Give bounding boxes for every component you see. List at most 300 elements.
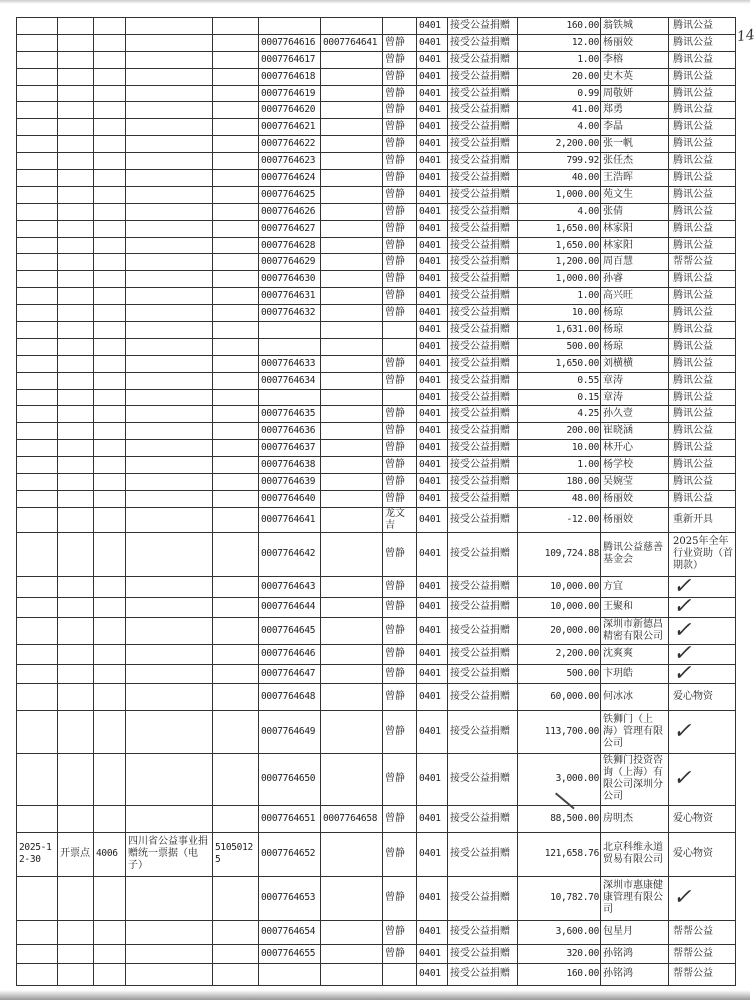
cell-type-code bbox=[94, 389, 126, 406]
cell-note: 腾讯公益 bbox=[669, 136, 736, 153]
cell-issuer: 曾静 bbox=[383, 920, 417, 944]
table-row bbox=[17, 423, 736, 440]
table-row bbox=[17, 457, 736, 474]
cell-donor: 卞玥皓 bbox=[601, 664, 669, 683]
cell-issue-point bbox=[58, 944, 94, 963]
cell-amount: 500.00 bbox=[518, 664, 601, 683]
cell-subject-code: 0401 bbox=[417, 683, 448, 710]
table-row bbox=[17, 597, 736, 617]
cell-donor: 杨琼 bbox=[601, 322, 669, 339]
cell-issue-point bbox=[58, 474, 94, 491]
cell-end-number bbox=[321, 832, 383, 876]
cell-donor: 周百慧 bbox=[601, 254, 669, 271]
cell-date bbox=[17, 51, 58, 68]
cell-item: 接受公益捐赠 bbox=[448, 51, 518, 68]
cell-amount: 109,724.88 bbox=[518, 532, 601, 576]
cell-donor: 杨琼 bbox=[601, 305, 669, 322]
cell-note: 重新开具 bbox=[669, 507, 736, 532]
cell-issuer: 曾静 bbox=[383, 457, 417, 474]
cell-item: 接受公益捐赠 bbox=[448, 406, 518, 423]
cell-type-code bbox=[94, 338, 126, 355]
check-mark-icon: ✓ bbox=[669, 644, 736, 664]
cell-issuer: 曾静 bbox=[383, 136, 417, 153]
table-row bbox=[17, 440, 736, 457]
cell-item: 接受公益捐赠 bbox=[448, 507, 518, 532]
cell-type-code bbox=[94, 186, 126, 203]
cell-subject-code: 0401 bbox=[417, 338, 448, 355]
cell-type-code bbox=[94, 963, 126, 985]
cell-type-code bbox=[94, 119, 126, 136]
cell-item: 接受公益捐赠 bbox=[448, 423, 518, 440]
cell-note: 腾讯公益 bbox=[669, 102, 736, 119]
cell-issue-point bbox=[58, 338, 94, 355]
cell-donor: 腾讯公益慈善基金会 bbox=[601, 532, 669, 576]
cell-subject-code: 0401 bbox=[417, 288, 448, 305]
check-mark-icon: ✓ bbox=[669, 710, 736, 753]
cell-issuer: 曾静 bbox=[383, 372, 417, 389]
cell-donor: 崔晓涵 bbox=[601, 423, 669, 440]
cell-amount: 10.00 bbox=[518, 440, 601, 457]
cell-start-number: 0007764642 bbox=[259, 532, 321, 576]
cell-start-number: 0007764653 bbox=[259, 876, 321, 920]
cell-issuer: 曾静 bbox=[383, 644, 417, 664]
cell-item: 接受公益捐赠 bbox=[448, 832, 518, 876]
cell-start-number: 0007764655 bbox=[259, 944, 321, 963]
cell-end-number bbox=[321, 102, 383, 119]
cell-batch-code bbox=[213, 322, 259, 339]
cell-start-number: 0007764621 bbox=[259, 119, 321, 136]
cell-item: 接受公益捐赠 bbox=[448, 963, 518, 985]
cell-note: 腾讯公益 bbox=[669, 389, 736, 406]
cell-start-number: 0007764618 bbox=[259, 68, 321, 85]
cell-donor: 刘横横 bbox=[601, 355, 669, 372]
cell-donor: 孙睿 bbox=[601, 271, 669, 288]
check-mark-icon: ✓ bbox=[669, 664, 736, 683]
table-row bbox=[17, 683, 736, 710]
cell-type-code bbox=[94, 944, 126, 963]
cell-end-number bbox=[321, 170, 383, 187]
cell-start-number: 0007764625 bbox=[259, 186, 321, 203]
cell-subject-code: 0401 bbox=[417, 237, 448, 254]
cell-type-code bbox=[94, 805, 126, 832]
cell-amount: 10,000.00 bbox=[518, 576, 601, 597]
cell-batch-code bbox=[213, 597, 259, 617]
cell-date bbox=[17, 644, 58, 664]
cell-end-number: 0007764641 bbox=[321, 34, 383, 51]
cell-note: 腾讯公益 bbox=[669, 85, 736, 102]
cell-date bbox=[17, 423, 58, 440]
cell-amount: 12.00 bbox=[518, 34, 601, 51]
cell-item: 接受公益捐赠 bbox=[448, 457, 518, 474]
cell-note: 帮帮公益 bbox=[669, 963, 736, 985]
cell-note: 腾讯公益 bbox=[669, 305, 736, 322]
cell-start-number bbox=[259, 338, 321, 355]
cell-end-number bbox=[321, 355, 383, 372]
cell-issuer: 曾静 bbox=[383, 805, 417, 832]
table-row bbox=[17, 203, 736, 220]
cell-batch-code bbox=[213, 237, 259, 254]
cell-date bbox=[17, 102, 58, 119]
cell-subject-code: 0401 bbox=[417, 136, 448, 153]
cell-type-code: 4006 bbox=[94, 832, 126, 876]
cell-bill-name bbox=[126, 119, 213, 136]
cell-issue-point bbox=[58, 507, 94, 532]
cell-batch-code bbox=[213, 288, 259, 305]
cell-type-code bbox=[94, 288, 126, 305]
cell-end-number bbox=[321, 220, 383, 237]
cell-item: 接受公益捐赠 bbox=[448, 34, 518, 51]
cell-subject-code: 0401 bbox=[417, 710, 448, 753]
cell-date bbox=[17, 963, 58, 985]
cell-item: 接受公益捐赠 bbox=[448, 288, 518, 305]
cell-issuer: 曾静 bbox=[383, 237, 417, 254]
cell-start-number: 0007764636 bbox=[259, 423, 321, 440]
cell-amount: 799.92 bbox=[518, 153, 601, 170]
cell-item: 接受公益捐赠 bbox=[448, 186, 518, 203]
cell-date bbox=[17, 876, 58, 920]
cell-start-number bbox=[259, 963, 321, 985]
cell-issue-point bbox=[58, 664, 94, 683]
cell-note: 腾讯公益 bbox=[669, 322, 736, 339]
cell-issuer: 曾静 bbox=[383, 664, 417, 683]
cell-item: 接受公益捐赠 bbox=[448, 920, 518, 944]
cell-item: 接受公益捐赠 bbox=[448, 805, 518, 832]
cell-type-code bbox=[94, 617, 126, 644]
cell-start-number: 0007764635 bbox=[259, 406, 321, 423]
cell-item: 接受公益捐赠 bbox=[448, 372, 518, 389]
cell-issuer bbox=[383, 963, 417, 985]
cell-note: 帮帮公益 bbox=[669, 920, 736, 944]
cell-bill-name bbox=[126, 617, 213, 644]
cell-type-code bbox=[94, 597, 126, 617]
cell-type-code bbox=[94, 710, 126, 753]
cell-issue-point bbox=[58, 389, 94, 406]
cell-type-code bbox=[94, 490, 126, 507]
cell-amount: 40.00 bbox=[518, 170, 601, 187]
cell-amount: 48.00 bbox=[518, 490, 601, 507]
cell-batch-code bbox=[213, 34, 259, 51]
cell-subject-code: 0401 bbox=[417, 153, 448, 170]
cell-donor: 王浩晖 bbox=[601, 170, 669, 187]
cell-start-number bbox=[259, 18, 321, 35]
cell-bill-name bbox=[126, 203, 213, 220]
cell-batch-code: 51050125 bbox=[213, 832, 259, 876]
cell-start-number: 0007764648 bbox=[259, 683, 321, 710]
cell-type-code bbox=[94, 457, 126, 474]
cell-type-code bbox=[94, 406, 126, 423]
cell-donor: 林开心 bbox=[601, 440, 669, 457]
cell-batch-code bbox=[213, 963, 259, 985]
table-row bbox=[17, 119, 736, 136]
cell-type-code bbox=[94, 220, 126, 237]
cell-start-number: 0007764623 bbox=[259, 153, 321, 170]
cell-note: 腾讯公益 bbox=[669, 490, 736, 507]
cell-donor: 北京科维永道贸易有限公司 bbox=[601, 832, 669, 876]
cell-batch-code bbox=[213, 457, 259, 474]
cell-item: 接受公益捐赠 bbox=[448, 440, 518, 457]
cell-issue-point bbox=[58, 186, 94, 203]
cell-start-number: 0007764628 bbox=[259, 237, 321, 254]
cell-end-number bbox=[321, 338, 383, 355]
table-row bbox=[17, 805, 736, 832]
cell-batch-code bbox=[213, 617, 259, 644]
table-row bbox=[17, 237, 736, 254]
cell-donor: 深圳市新德昌精密有限公司 bbox=[601, 617, 669, 644]
cell-issue-point bbox=[58, 920, 94, 944]
cell-start-number: 0007764645 bbox=[259, 617, 321, 644]
cell-donor: 何冰冰 bbox=[601, 683, 669, 710]
cell-issuer: 曾静 bbox=[383, 271, 417, 288]
cell-end-number bbox=[321, 305, 383, 322]
cell-subject-code: 0401 bbox=[417, 355, 448, 372]
cell-type-code bbox=[94, 85, 126, 102]
table-row bbox=[17, 322, 736, 339]
cell-subject-code: 0401 bbox=[417, 474, 448, 491]
cell-batch-code bbox=[213, 805, 259, 832]
cell-item: 接受公益捐赠 bbox=[448, 254, 518, 271]
cell-start-number bbox=[259, 322, 321, 339]
cell-amount: 160.00 bbox=[518, 963, 601, 985]
cell-issue-point bbox=[58, 710, 94, 753]
cell-type-code bbox=[94, 18, 126, 35]
cell-issuer: 曾静 bbox=[383, 186, 417, 203]
cell-start-number: 0007764654 bbox=[259, 920, 321, 944]
cell-batch-code bbox=[213, 532, 259, 576]
cell-item: 接受公益捐赠 bbox=[448, 237, 518, 254]
cell-donor: 张倩 bbox=[601, 203, 669, 220]
cell-bill-name bbox=[126, 805, 213, 832]
cell-date bbox=[17, 372, 58, 389]
cell-subject-code: 0401 bbox=[417, 389, 448, 406]
cell-amount: 0.15 bbox=[518, 389, 601, 406]
cell-item: 接受公益捐赠 bbox=[448, 203, 518, 220]
cell-bill-name bbox=[126, 186, 213, 203]
cell-bill-name bbox=[126, 372, 213, 389]
cell-end-number bbox=[321, 474, 383, 491]
table-row bbox=[17, 389, 736, 406]
cell-end-number bbox=[321, 288, 383, 305]
cell-type-code bbox=[94, 203, 126, 220]
cell-issuer bbox=[383, 322, 417, 339]
cell-subject-code: 0401 bbox=[417, 576, 448, 597]
cell-end-number bbox=[321, 753, 383, 805]
cell-subject-code: 0401 bbox=[417, 271, 448, 288]
cell-batch-code bbox=[213, 355, 259, 372]
cell-date bbox=[17, 617, 58, 644]
cell-batch-code bbox=[213, 920, 259, 944]
cell-amount: 500.00 bbox=[518, 338, 601, 355]
cell-type-code bbox=[94, 876, 126, 920]
cell-issuer: 曾静 bbox=[383, 490, 417, 507]
cell-note: 腾讯公益 bbox=[669, 423, 736, 440]
cell-amount: -12.00 bbox=[518, 507, 601, 532]
cell-batch-code bbox=[213, 102, 259, 119]
cell-subject-code: 0401 bbox=[417, 186, 448, 203]
cell-bill-name bbox=[126, 644, 213, 664]
cell-item: 接受公益捐赠 bbox=[448, 944, 518, 963]
cell-bill-name bbox=[126, 389, 213, 406]
cell-subject-code: 0401 bbox=[417, 254, 448, 271]
cell-bill-name bbox=[126, 254, 213, 271]
cell-batch-code bbox=[213, 372, 259, 389]
cell-bill-name bbox=[126, 322, 213, 339]
cell-type-code bbox=[94, 507, 126, 532]
cell-note: 爱心物资 bbox=[669, 832, 736, 876]
cell-donor: 孙铭鸿 bbox=[601, 963, 669, 985]
cell-amount: 1,650.00 bbox=[518, 220, 601, 237]
cell-issuer: 曾静 bbox=[383, 102, 417, 119]
cell-issue-point bbox=[58, 220, 94, 237]
cell-item: 接受公益捐赠 bbox=[448, 102, 518, 119]
cell-issue-point bbox=[58, 288, 94, 305]
scan-top-edge bbox=[0, 0, 750, 4]
cell-subject-code: 0401 bbox=[417, 753, 448, 805]
cell-note: 2025年全年行业资助（首期款） bbox=[669, 532, 736, 576]
cell-start-number: 0007764643 bbox=[259, 576, 321, 597]
cell-item: 接受公益捐赠 bbox=[448, 305, 518, 322]
cell-date bbox=[17, 753, 58, 805]
check-mark-icon: ✓ bbox=[669, 576, 736, 597]
cell-item: 接受公益捐赠 bbox=[448, 136, 518, 153]
cell-end-number bbox=[321, 136, 383, 153]
cell-item: 接受公益捐赠 bbox=[448, 576, 518, 597]
handwritten-page-number: 14 bbox=[735, 26, 756, 46]
cell-batch-code bbox=[213, 119, 259, 136]
cell-donor: 苑文生 bbox=[601, 186, 669, 203]
cell-date bbox=[17, 322, 58, 339]
cell-issue-point bbox=[58, 170, 94, 187]
cell-subject-code: 0401 bbox=[417, 664, 448, 683]
cell-end-number bbox=[321, 119, 383, 136]
cell-issuer: 曾静 bbox=[383, 220, 417, 237]
cell-start-number: 0007764652 bbox=[259, 832, 321, 876]
cell-date bbox=[17, 490, 58, 507]
cell-end-number bbox=[321, 664, 383, 683]
cell-end-number bbox=[321, 440, 383, 457]
cell-bill-name bbox=[126, 576, 213, 597]
cell-issuer: 曾静 bbox=[383, 944, 417, 963]
cell-bill-name bbox=[126, 271, 213, 288]
cell-issuer: 曾静 bbox=[383, 440, 417, 457]
cell-start-number: 0007764649 bbox=[259, 710, 321, 753]
cell-start-number: 0007764647 bbox=[259, 664, 321, 683]
cell-donor: 深圳市惠康健康管理有限公司 bbox=[601, 876, 669, 920]
cell-amount: 1.00 bbox=[518, 288, 601, 305]
cell-bill-name bbox=[126, 597, 213, 617]
cell-start-number: 0007764622 bbox=[259, 136, 321, 153]
cell-type-code bbox=[94, 644, 126, 664]
cell-subject-code: 0401 bbox=[417, 963, 448, 985]
cell-note: 帮帮公益 bbox=[669, 254, 736, 271]
cell-note: 腾讯公益 bbox=[669, 220, 736, 237]
cell-amount: 2,200.00 bbox=[518, 136, 601, 153]
cell-amount: 10,000.00 bbox=[518, 597, 601, 617]
cell-bill-name bbox=[126, 753, 213, 805]
cell-end-number bbox=[321, 710, 383, 753]
cell-item: 接受公益捐赠 bbox=[448, 876, 518, 920]
cell-issue-point bbox=[58, 597, 94, 617]
cell-date bbox=[17, 389, 58, 406]
table-row bbox=[17, 51, 736, 68]
cell-issue-point: 开票点 bbox=[58, 832, 94, 876]
cell-issuer: 曾静 bbox=[383, 753, 417, 805]
cell-issuer: 曾静 bbox=[383, 423, 417, 440]
cell-donor: 沈爽爽 bbox=[601, 644, 669, 664]
cell-donor: 王聚和 bbox=[601, 597, 669, 617]
cell-type-code bbox=[94, 254, 126, 271]
cell-issue-point bbox=[58, 406, 94, 423]
cell-issue-point bbox=[58, 237, 94, 254]
cell-batch-code bbox=[213, 423, 259, 440]
cell-item: 接受公益捐赠 bbox=[448, 68, 518, 85]
cell-date bbox=[17, 85, 58, 102]
cell-start-number: 0007764632 bbox=[259, 305, 321, 322]
cell-start-number: 0007764638 bbox=[259, 457, 321, 474]
cell-item: 接受公益捐赠 bbox=[448, 18, 518, 35]
cell-end-number bbox=[321, 322, 383, 339]
cell-note: 腾讯公益 bbox=[669, 203, 736, 220]
cell-issue-point bbox=[58, 644, 94, 664]
cell-issue-point bbox=[58, 85, 94, 102]
cell-subject-code: 0401 bbox=[417, 322, 448, 339]
cell-end-number bbox=[321, 68, 383, 85]
cell-item: 接受公益捐赠 bbox=[448, 355, 518, 372]
cell-item: 接受公益捐赠 bbox=[448, 170, 518, 187]
cell-date bbox=[17, 597, 58, 617]
cell-batch-code bbox=[213, 68, 259, 85]
check-mark-icon: ✓ bbox=[669, 597, 736, 617]
cell-batch-code bbox=[213, 170, 259, 187]
cell-batch-code bbox=[213, 389, 259, 406]
cell-issuer: 曾静 bbox=[383, 876, 417, 920]
cell-note: 腾讯公益 bbox=[669, 170, 736, 187]
cell-batch-code bbox=[213, 203, 259, 220]
cell-type-code bbox=[94, 102, 126, 119]
cell-batch-code bbox=[213, 338, 259, 355]
cell-issuer: 曾静 bbox=[383, 710, 417, 753]
cell-amount: 1.00 bbox=[518, 51, 601, 68]
cell-item: 接受公益捐赠 bbox=[448, 664, 518, 683]
cell-start-number: 0007764627 bbox=[259, 220, 321, 237]
cell-date bbox=[17, 664, 58, 683]
cell-end-number: 0007764658 bbox=[321, 805, 383, 832]
cell-amount: 3,600.00 bbox=[518, 920, 601, 944]
table-row bbox=[17, 85, 736, 102]
cell-bill-name bbox=[126, 34, 213, 51]
cell-issuer: 曾静 bbox=[383, 153, 417, 170]
cell-bill-name bbox=[126, 406, 213, 423]
cell-bill-name bbox=[126, 440, 213, 457]
cell-batch-code bbox=[213, 490, 259, 507]
cell-subject-code: 0401 bbox=[417, 85, 448, 102]
cell-start-number: 0007764640 bbox=[259, 490, 321, 507]
cell-bill-name bbox=[126, 237, 213, 254]
table-row bbox=[17, 254, 736, 271]
table-row bbox=[17, 532, 736, 576]
cell-end-number bbox=[321, 186, 383, 203]
cell-issue-point bbox=[58, 119, 94, 136]
cell-date bbox=[17, 305, 58, 322]
cell-subject-code: 0401 bbox=[417, 507, 448, 532]
cell-note: 腾讯公益 bbox=[669, 372, 736, 389]
cell-end-number bbox=[321, 597, 383, 617]
cell-date bbox=[17, 440, 58, 457]
cell-batch-code bbox=[213, 136, 259, 153]
cell-date bbox=[17, 683, 58, 710]
cell-note: 腾讯公益 bbox=[669, 51, 736, 68]
cell-subject-code: 0401 bbox=[417, 170, 448, 187]
cell-type-code bbox=[94, 305, 126, 322]
